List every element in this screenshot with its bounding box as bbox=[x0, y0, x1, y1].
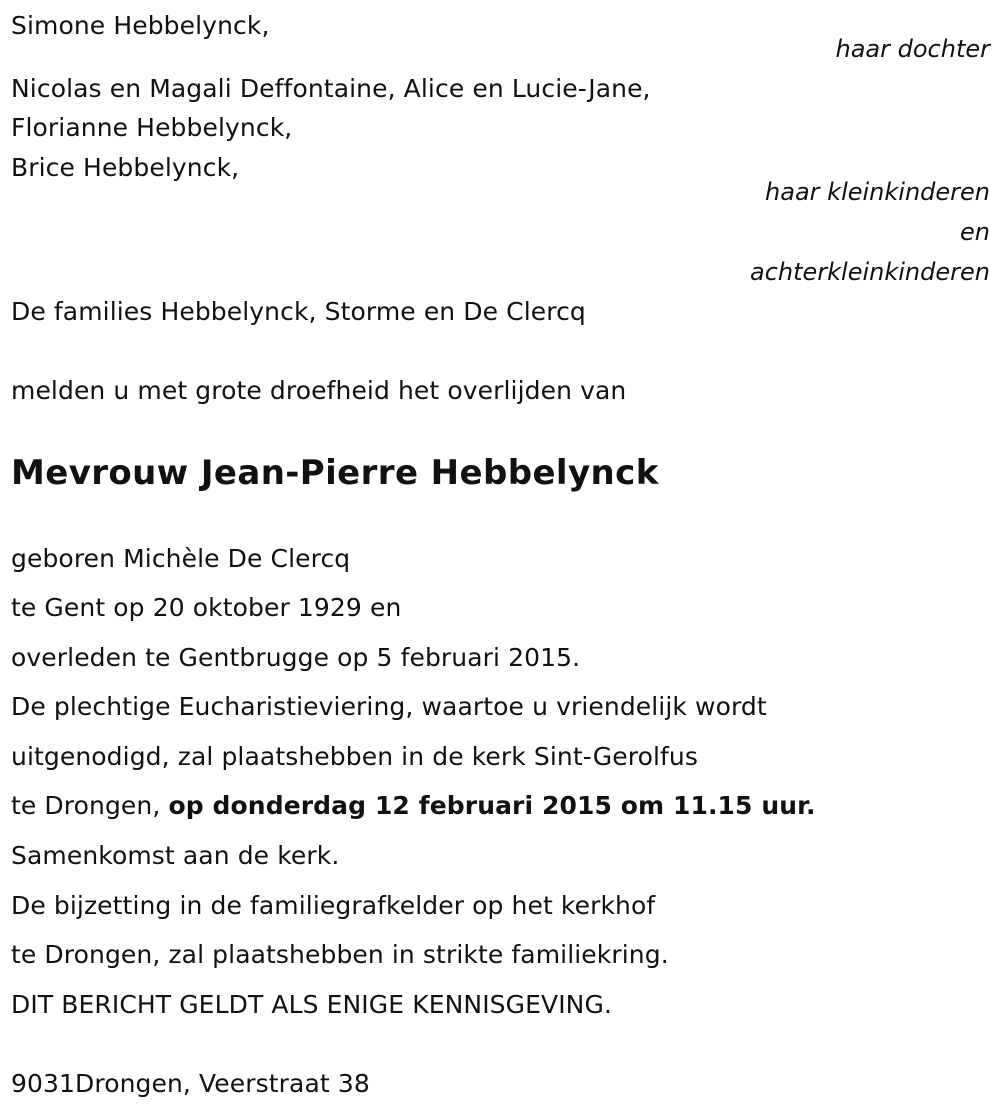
notice-line: DIT BERICHT GELDT ALS ENIGE KENNISGEVING. bbox=[11, 990, 612, 1019]
address-line: 9031Drongen, Veerstraat 38 bbox=[11, 1069, 370, 1098]
grandchildren-role-3: achterkleinkinderen bbox=[750, 258, 990, 286]
ceremony-line-2: uitgenodigd, zal plaatshebben in de kerk Sint-Gerolfus bbox=[11, 742, 698, 771]
announcement-line: melden u met grote droefheid het overlijden van bbox=[11, 376, 627, 405]
grandchildren-line-3: Brice Hebbelynck, bbox=[11, 153, 240, 182]
ceremony-line-3 bbox=[11, 791, 816, 821]
death-line: overleden te Gentbrugge op 5 februari 2015. bbox=[11, 643, 581, 672]
burial-line-1: De bijzetting in de familiegrafkelder op het kerkhof bbox=[11, 891, 656, 920]
grandchildren-line-2: Florianne Hebbelynck, bbox=[11, 113, 293, 142]
burial-line-2: te Drongen, zal plaatshebben in strikte familiekring. bbox=[11, 940, 669, 969]
ceremony-line-1: De plechtige Eucharistieviering, waartoe u vriendelijk wordt bbox=[11, 692, 767, 721]
daughter-role: haar dochter bbox=[835, 35, 990, 63]
ceremony-place: te Drongen, bbox=[11, 791, 169, 820]
grandchildren-role-2: en bbox=[960, 218, 990, 246]
ceremony-datetime: op donderdag 12 februari 2015 om 11.15 uur. bbox=[168, 791, 816, 820]
grandchildren-role-1: haar kleinkinderen bbox=[765, 178, 990, 206]
grandchildren-line-1: Nicolas en Magali Deffontaine, Alice en Lucie-Jane, bbox=[11, 74, 651, 103]
daughter-name: Simone Hebbelynck, bbox=[11, 11, 270, 40]
deceased-name: Mevrouw Jean-Pierre Hebbelynck bbox=[11, 453, 659, 493]
families-line: De families Hebbelynck, Storme en De Clercq bbox=[11, 297, 586, 326]
birth-line: te Gent op 20 oktober 1929 en bbox=[11, 593, 402, 622]
born-as-line: geboren Michèle De Clercq bbox=[11, 544, 351, 573]
gathering-line: Samenkomst aan de kerk. bbox=[11, 841, 340, 870]
